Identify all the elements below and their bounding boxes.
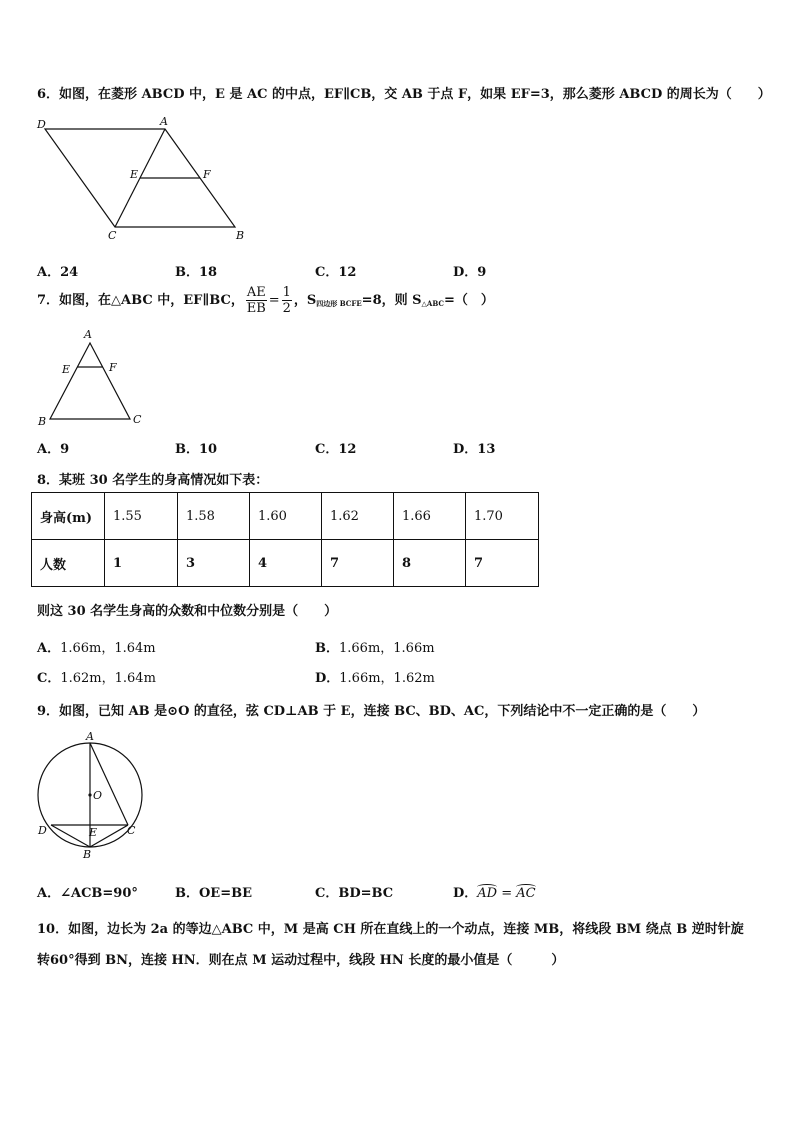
q9-option-b[interactable]: B．OE=BE (175, 886, 253, 901)
q10-stem-line2: 转60°得到 BN，连接 HN．则在点 M 运动过程中，线段 HN 长度的最小值是（ ） (37, 953, 565, 968)
q7-option-a[interactable]: A．9 (37, 442, 70, 457)
q6-label-c: C (108, 229, 117, 242)
q7-fraction-ae-eb: $\frac{AE}{EB}$ (246, 285, 266, 316)
arc-ac: AC (516, 886, 536, 901)
table-cell: 8 (394, 540, 466, 587)
q7-label-c: C (133, 413, 142, 426)
q6-option-d[interactable]: D．9 (453, 265, 487, 280)
table-cell: 1.58 (178, 493, 250, 540)
q9-label-a: A (86, 730, 94, 743)
q6-option-c[interactable]: C．12 (315, 265, 357, 280)
q7-option-c[interactable]: C．12 (315, 442, 357, 457)
table-cell: 1.62 (322, 493, 394, 540)
q9-label-d: D (38, 824, 47, 837)
q7-label-a: A (84, 328, 92, 341)
q6-stem: 6．如图，在菱形 ABCD 中，E 是 AC 的中点，EF∥CB，交 AB 于点 F，如果 EF=3，那么菱形 ABCD 的周长为（ ） (37, 87, 771, 102)
table-cell: 1 (105, 540, 178, 587)
q6-option-b[interactable]: B．18 (175, 265, 218, 280)
q7-option-b[interactable]: B．10 (175, 442, 218, 457)
q8-option-c[interactable]: C．1.62m，1.64m (37, 671, 156, 686)
q7-label-e: E (62, 363, 71, 376)
q8-option-b[interactable]: B．1.66m，1.66m (315, 641, 435, 656)
q6-label-d: D (37, 118, 46, 131)
q8-stem: 8．某班 30 名学生的身高情况如下表： (37, 473, 269, 488)
table-cell: 7 (322, 540, 394, 587)
q9-label-b: B (83, 848, 92, 861)
q7-stem: 7．如图，在△ABC 中，EF∥BC， $\frac{AE}{EB}$ = $\frac{1}{2}$ ，$S_{四边形 BCFE}=8$，则 $S_{\triangle ABC}=$（ ） (37, 285, 494, 316)
q9-label-e: E (89, 826, 98, 839)
q9-label-c: C (127, 824, 136, 837)
q6-option-a[interactable]: A．24 (37, 265, 79, 280)
q6-label-a: A (160, 115, 168, 128)
q10-stem-line1: 10．如图，边长为 2a 的等边△ABC 中，M 是高 CH 所在直线上的一个动点，连接 MB，将线段 BM 绕点 B 逆时针旋 (37, 922, 744, 937)
table-cell: 1.60 (250, 493, 322, 540)
table-cell: 3 (178, 540, 250, 587)
q9-option-a[interactable]: A．∠ACB=90° (37, 886, 138, 901)
table-cell: 4 (250, 540, 322, 587)
q6-label-e: E (130, 168, 139, 181)
table-cell: 7 (466, 540, 539, 587)
q9-option-d[interactable]: D．AD = AC (453, 886, 536, 901)
q9-label-o: O (93, 789, 103, 802)
q6-label-b: B (236, 229, 245, 242)
q6-rhombus-diagram (35, 114, 255, 244)
q6-label-f: F (203, 168, 211, 181)
table-cell: 1.70 (466, 493, 539, 540)
table-row (32, 493, 539, 540)
q7-option-d[interactable]: D．13 (453, 442, 496, 457)
height-table (31, 492, 539, 587)
table-cell: 身高(m) (32, 493, 105, 540)
q8-option-a[interactable]: A．1.66m，1.64m (37, 641, 156, 656)
q8-option-d[interactable]: D．1.66m，1.62m (315, 671, 435, 686)
table-cell: 1.66 (394, 493, 466, 540)
q7-triangle-diagram (35, 326, 155, 431)
table-cell: 人数 (32, 540, 105, 587)
q7-label-b: B (38, 415, 47, 428)
q9-option-c[interactable]: C．BD=BC (315, 886, 394, 901)
q7-label-f: F (109, 361, 117, 374)
q9-circle-diagram (33, 728, 145, 863)
q8-question: 则这 30 名学生身高的众数和中位数分别是（ ） (37, 604, 338, 619)
table-cell: 1.55 (105, 493, 178, 540)
q9-stem: 9．如图，已知 AB 是⊙O 的直径，弦 CD⊥AB 于 E，连接 BC、BD、AC，下列结论中不一定正确的是（ ） (37, 704, 706, 719)
arc-ad: AD (477, 886, 498, 901)
table-row (32, 540, 539, 587)
q7-fraction-half: $\frac{1}{2}$ (282, 285, 291, 316)
